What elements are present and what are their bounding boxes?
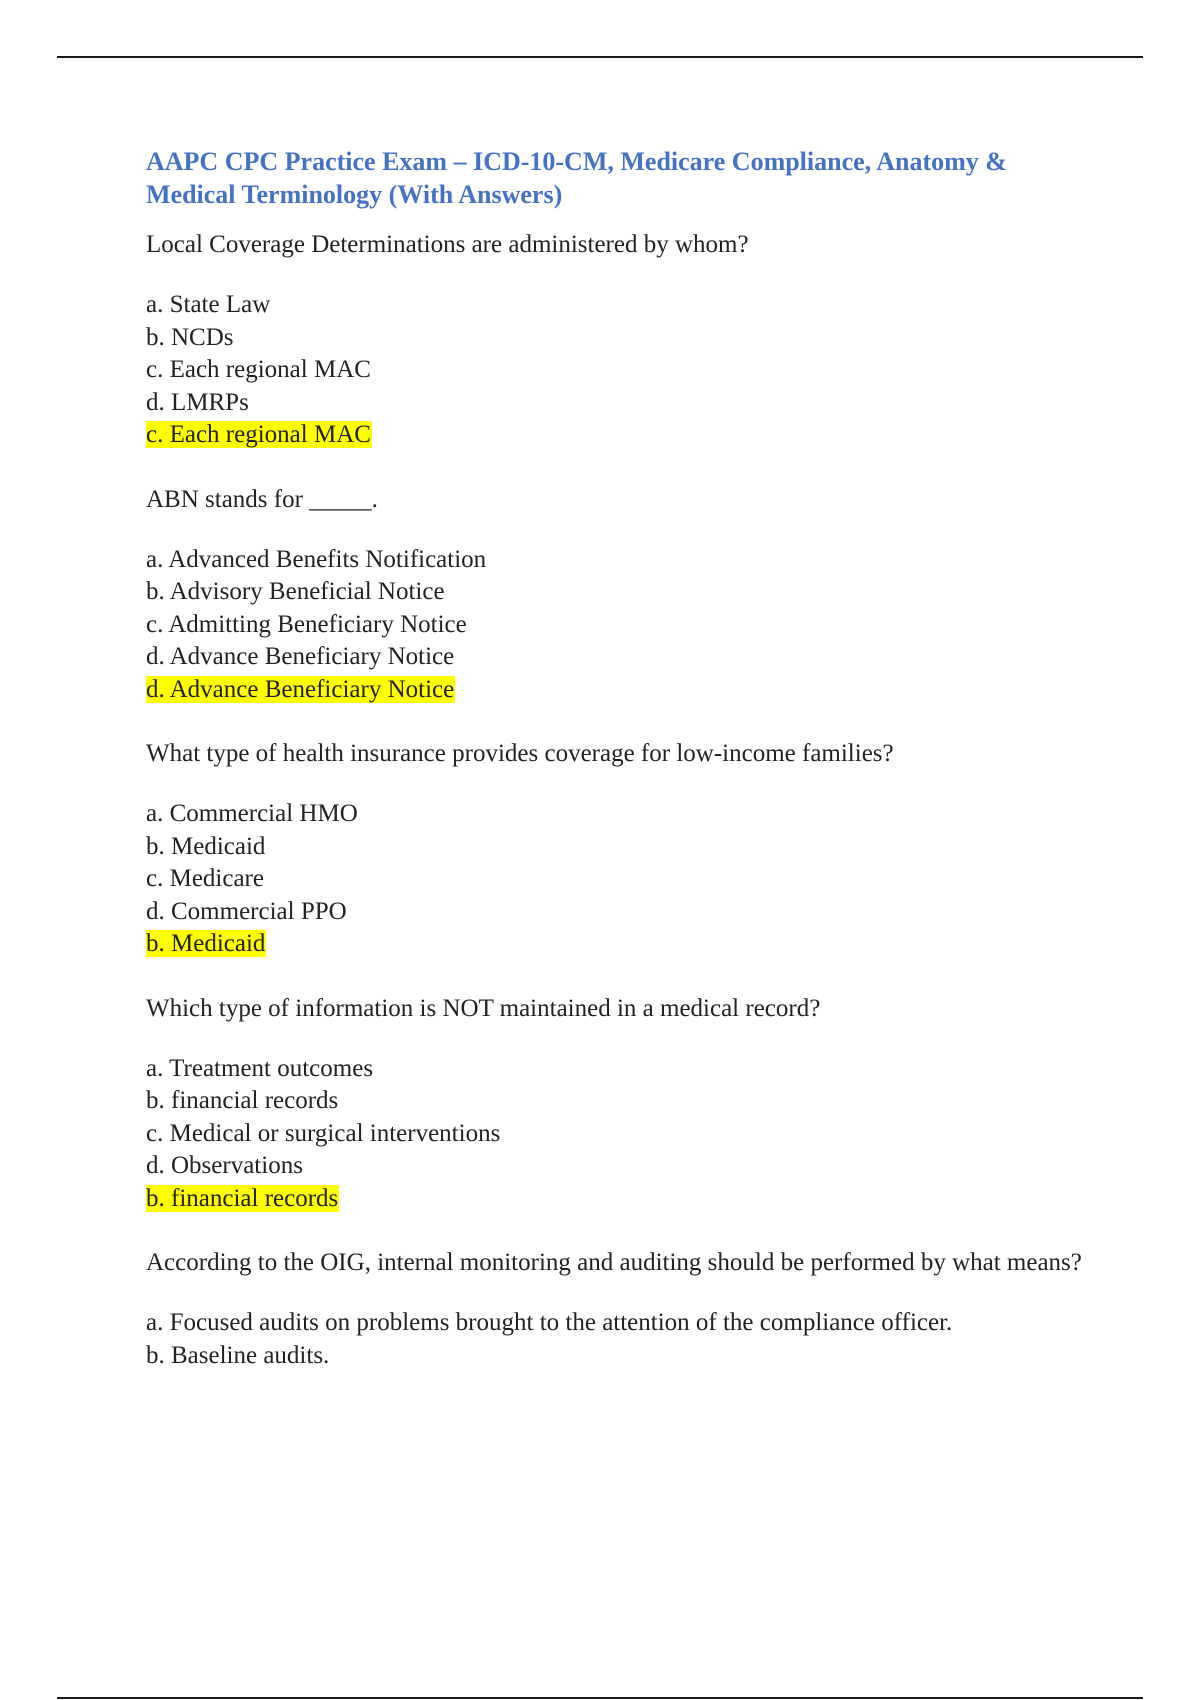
document-content <box>146 145 1096 1372</box>
page-top-rule <box>57 56 1143 58</box>
document-title: AAPC CPC Practice Exam – ICD-10-CM, Medicare Compliance, Anatomy & Medical Terminology (With Answers) <box>146 147 1007 209</box>
question-text: What type of health insurance provides coverage for low-income families? <box>146 740 894 767</box>
option-item: c. Medicare <box>146 865 264 892</box>
options-list <box>146 1053 1096 1183</box>
page-bottom-rule <box>57 1697 1143 1699</box>
option-item: a. Advanced Benefits Notification <box>146 545 487 573</box>
option-item: c. Medical or surgical interventions <box>146 1119 501 1147</box>
options-list <box>146 1307 1096 1372</box>
option-item: b. Medicaid <box>146 832 266 860</box>
question-block <box>146 229 1096 452</box>
option-item: a. Focused audits on problems brought to the attention of the compliance officer. <box>146 1309 953 1336</box>
option-item: d. LMRPs <box>146 388 249 416</box>
option-item: a. Treatment outcomes <box>146 1054 374 1082</box>
option-item: a. State Law <box>146 291 271 318</box>
option-item: d. Advance Beneficiary Notice <box>146 643 455 670</box>
option-item: c. Each regional MAC <box>146 356 371 383</box>
highlighted-answer: c. Each regional MAC <box>146 421 371 448</box>
highlighted-answer: b. financial records <box>146 1184 339 1212</box>
question-text: According to the OIG, internal monitoring and auditing should be performed by what means? <box>146 1249 1082 1276</box>
options-list <box>146 544 1096 674</box>
question-block <box>146 993 1096 1216</box>
options-list <box>146 289 1096 419</box>
question-block <box>146 738 1096 961</box>
option-item: d. Observations <box>146 1152 303 1179</box>
option-item: c. Admitting Beneficiary Notice <box>146 610 467 638</box>
options-list <box>146 798 1096 928</box>
option-item: b. Advisory Beneficial Notice <box>146 578 445 605</box>
answer-line <box>146 674 1096 707</box>
option-item: b. financial records <box>146 1087 339 1114</box>
question-text: ABN stands for _____. <box>146 485 378 513</box>
answer-line <box>146 928 1096 961</box>
highlighted-answer: d. Advance Beneficiary Notice <box>146 675 455 703</box>
answer-line <box>146 419 1096 452</box>
question-block <box>146 484 1096 707</box>
answer-line <box>146 1183 1096 1216</box>
option-item: b. Baseline audits. <box>146 1341 330 1369</box>
question-block <box>146 1247 1096 1372</box>
highlighted-answer: b. Medicaid <box>146 930 266 957</box>
option-item: d. Commercial PPO <box>146 897 347 925</box>
question-text: Which type of information is NOT maintained in a medical record? <box>146 994 821 1022</box>
option-item: a. Commercial HMO <box>146 800 358 827</box>
question-text: Local Coverage Determinations are administered by whom? <box>146 231 749 258</box>
option-item: b. NCDs <box>146 323 234 351</box>
